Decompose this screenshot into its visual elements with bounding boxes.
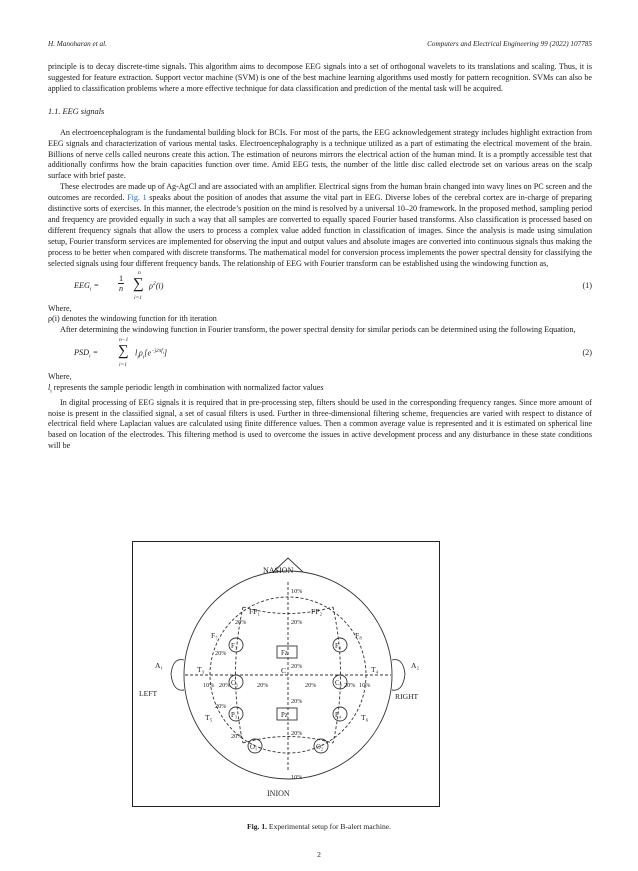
where-1-definition: ρ(i) denotes the windowing function for ith iteration	[48, 314, 217, 324]
label-pz: Pz	[281, 712, 288, 719]
right-ear	[392, 660, 405, 691]
label-inion: INION	[267, 789, 290, 798]
label-nasion: NASION	[263, 566, 294, 575]
pct-cz-c4: 20%	[305, 682, 317, 689]
pct-f7-t3: 20%	[215, 650, 227, 657]
label-t3: T₃	[197, 665, 205, 674]
pct-t5-o1: 20%	[231, 733, 243, 740]
label-t4: T₄	[371, 665, 379, 674]
running-header	[48, 40, 592, 48]
fig1-link[interactable]: Fig. 1	[127, 193, 147, 203]
page-number: 2	[317, 850, 321, 859]
eq1-fraction: $\frac{1}{n}$	[119, 273, 124, 293]
paragraph-electrodes: These electrodes are made up of Ag-AgCl and are associated with an amplifier. Electrical signs from the human brain changed into wavy lines on PC screen and the outcomes are recorded. Fig. 1 speaks about the position of anodes that assume the vital part in EEG. Diverse lobes of the cerebral cortex are in-charge of preparing distinctive sorts of exercises. In this manner, the electrode’s position on the mind is resolved by a universal 10–20 framework. In the proposed method, sampling period and frequency are provided equally in such a way that all samples are converted to equally spaced Fourier based transforms. Also classification is processed based on different frequency signals that allow the users to process a complex value added function in classification of images. Since the analysis is made using simulation setup, Fourier transform services are implemented for observing the input and output values and absolute images are converted into continuous signals thus making the process to be better when compared with discrete transforms. The mathematical model for conversion process implements the power spectral density for classifying the selected signals using four different frequency bands. The relationship of EEG with Fourier transform can be established using the windowing function as,	[48, 182, 592, 268]
header-authors: H. Manoharan et al.	[48, 40, 107, 48]
label-t5: T₅	[205, 713, 213, 722]
label-p3: P₃	[231, 712, 238, 719]
figure-caption: Fig. 1. Experimental setup for B-alert machine.	[246, 822, 392, 831]
where-2-definition: $l_i$ represents the sample periodic length in combination with normalized factor values	[48, 383, 324, 395]
pct-top: 10%	[291, 588, 303, 595]
label-fp1: FP₁	[249, 607, 261, 616]
eq1-sum: ∑	[133, 275, 144, 292]
eq2-number: (2)	[582, 348, 592, 358]
label-c4: C₄	[335, 680, 342, 687]
paragraph-eeg-overview: An electroencephalogram is the fundamental building block for BCIs. For most of the parts, the EEG acknowledgement strategy includes highlight extraction from EEG signals and characterization of various mental tasks. Electroencephalography is a technique utilized as a part of estimating the electrical movement of the brain. Billions of nerve cells called neurons create this action. The estimation of neurons mirrors the electrical action of the human mind. It is a promptly accessible test that additionally confirms how the brain capacities function over time. Amid EEG tests, the number of the little disc called electrode set on various areas on the scalp surface with brief paste.	[48, 127, 592, 181]
pct-t3-c3: 20%	[219, 682, 231, 689]
section-title: 1.1. EEG signals	[48, 106, 105, 116]
paragraph-intro: principle is to decay discrete-time signals. This algorithm aims to decompose EEG signals into a set of orthogonal wavelets to its translations and scaling. Thus, it is suggested for feature extraction. Support vector machine (SVM) is one of the best machine learning algorithms used mostly for pattern recognition. SVMs can also be applied to classification problems where a more effective technique for data classification and prediction of the mental task will be acquired.	[48, 62, 592, 93]
equation-1: $EEG_i$ = $\frac{1}{n}$ n ∑ i=1 $\rho^2(i)$ (1)	[74, 269, 592, 301]
electrode-diagram	[133, 542, 439, 806]
label-f7: F₇	[211, 631, 218, 640]
label-o1: O₁	[250, 744, 258, 751]
label-t6: T₆	[361, 713, 369, 722]
label-a1: A₁	[155, 661, 164, 670]
label-fp2: FP₂	[311, 607, 323, 616]
figure-electrode-placement	[132, 541, 440, 807]
left-ear	[171, 660, 184, 691]
pct-c3-cz: 20%	[257, 682, 269, 689]
pct-fp-fz: 20%	[291, 619, 303, 626]
label-c3: C₃	[231, 680, 238, 687]
pct-bottom: 10%	[291, 774, 303, 781]
paragraph-filtering: In digital processing of EEG signals it is required that in pre-processing step, filters should be used in the corresponding frequency ranges. Since more amount of noise is present in the classified signal, a set of casual filters is used. Further in three-dimensional filtering scheme, frequencies are varied with respect to distance of electrical field where Laplacian values are calculated using finite difference values. Then a common average value is represented and it is estimated on spherical line based on location of the electrodes. This filtering method is used to overcome the issues in active development process and any disturbance in these state conditions will be	[48, 397, 592, 451]
label-f8: F₈	[355, 631, 362, 640]
header-journal: Computers and Electrical Engineering 99 (2022) 107785	[427, 40, 592, 48]
eq2-sum: ∑	[118, 343, 129, 360]
pct-pz-o: 20%	[291, 730, 303, 737]
paragraph-psd: After determining the windowing function in Fourier transform, the power spectral density for similar periods can be determined using the following Equation,	[60, 325, 576, 335]
where-2: Where,	[48, 372, 72, 382]
pct-fz-cz: 20%	[291, 663, 303, 670]
label-f4: F₄	[335, 643, 342, 650]
label-left: LEFT	[139, 689, 158, 698]
equation-2: $PSD_i$ = n−1 ∑ i=1 $l_i\rho_i[e^{-j2\pi f_i}]$ (2)	[74, 337, 592, 369]
label-o2: O₂	[316, 744, 324, 751]
pct-c4-t4: 20%	[344, 682, 356, 689]
pct-fp1-f7: 20%	[235, 619, 247, 626]
label-cz: C	[281, 666, 287, 675]
where-1: Where,	[48, 303, 72, 313]
pct-right-edge: 10%	[359, 682, 371, 689]
pct-cz-pz: 20%	[291, 698, 303, 705]
label-f3: F₃	[231, 643, 238, 650]
eq1-number: (1)	[582, 280, 592, 290]
pct-t3-t5: 20%	[215, 703, 227, 710]
label-a2: A₂	[411, 661, 420, 670]
label-right: RIGHT	[395, 692, 419, 701]
label-p4: P₄	[335, 712, 342, 719]
page-content	[48, 40, 592, 452]
label-fz: Fz	[281, 650, 288, 657]
pct-left-edge: 10%	[203, 682, 215, 689]
